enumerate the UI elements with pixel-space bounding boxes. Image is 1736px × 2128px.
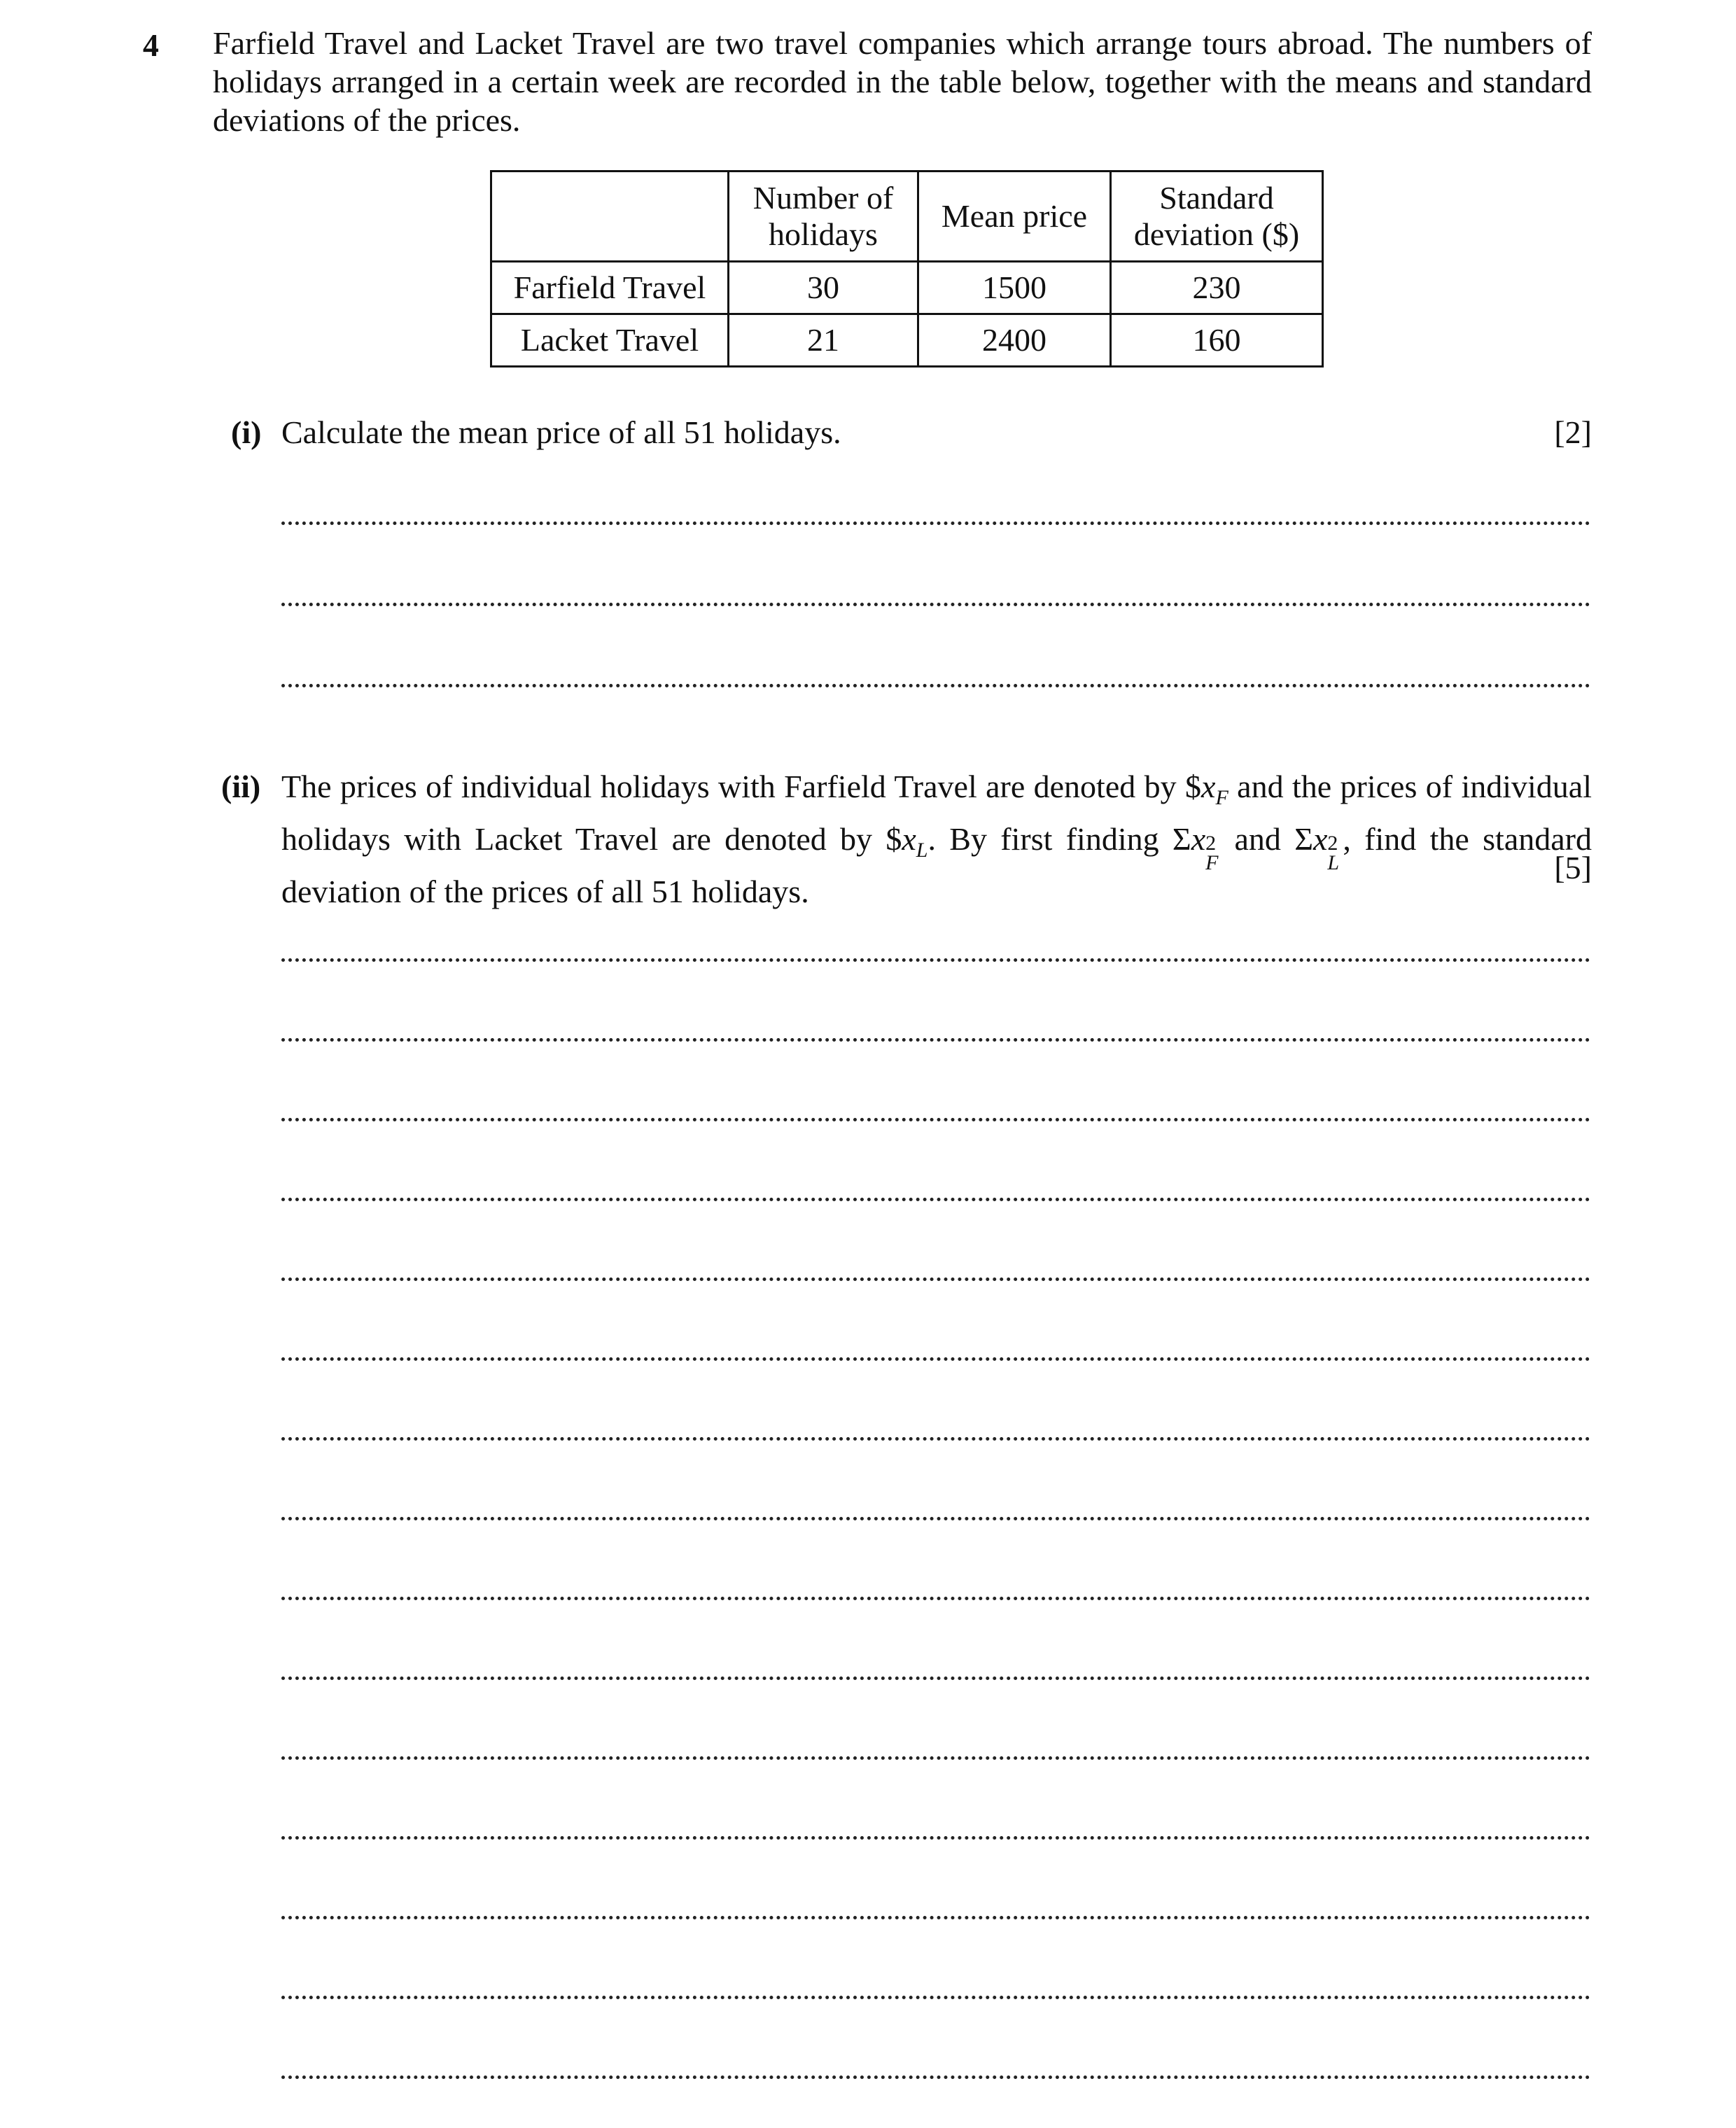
answer-line[interactable] bbox=[281, 958, 1590, 962]
part-ii-text-d: and bbox=[1221, 821, 1295, 857]
header-number-of-holidays bbox=[729, 172, 918, 262]
cell-sd: 230 bbox=[1111, 262, 1323, 314]
answer-line[interactable] bbox=[281, 1916, 1590, 1919]
answer-line[interactable] bbox=[281, 684, 1590, 687]
cell-number: 21 bbox=[729, 314, 918, 367]
part-i-label: (i) bbox=[231, 414, 262, 450]
superscript-subscript bbox=[1205, 832, 1221, 874]
superscript-subscript bbox=[1327, 832, 1343, 874]
header-number-line-1: Number of bbox=[752, 180, 894, 216]
header-mean-price: Mean price bbox=[918, 172, 1111, 262]
sigma-symbol: Σ bbox=[1172, 821, 1191, 857]
sub-l: L bbox=[1327, 851, 1340, 874]
answer-line[interactable] bbox=[281, 1597, 1590, 1600]
answer-line[interactable] bbox=[281, 1676, 1590, 1680]
cell-mean: 1500 bbox=[918, 262, 1111, 314]
sigma-symbol: Σ bbox=[1294, 821, 1313, 857]
var-x: x bbox=[1312, 821, 1328, 857]
answer-line[interactable] bbox=[281, 1437, 1590, 1441]
part-ii-text-c: . By first finding bbox=[927, 821, 1172, 857]
answer-line[interactable] bbox=[281, 1198, 1590, 1201]
header-sd-line-2: deviation ($) bbox=[1133, 216, 1300, 252]
var-x: x bbox=[902, 821, 916, 857]
table-row-farfield bbox=[491, 262, 1323, 314]
table-header-row bbox=[491, 172, 1323, 262]
cell-number: 30 bbox=[729, 262, 918, 314]
superscript-2: 2 bbox=[1327, 832, 1338, 855]
cell-company: Farfield Travel bbox=[491, 262, 729, 314]
table-row-lacket bbox=[491, 314, 1323, 367]
sub-f: F bbox=[1205, 851, 1219, 874]
header-standard-deviation bbox=[1111, 172, 1323, 262]
part-ii-text-b: and the prices of individual holidays with Lacket Travel are denoted by $ bbox=[281, 769, 1592, 857]
answer-line[interactable] bbox=[281, 1038, 1590, 1042]
part-i-text: Calculate the mean price of all 51 holidays. bbox=[281, 414, 841, 450]
sub-l: L bbox=[916, 839, 928, 862]
part-ii-text-a: The prices of individual holidays with Farfield Travel are denoted by $ bbox=[281, 769, 1202, 804]
sub-f: F bbox=[1215, 786, 1228, 809]
question-number: 4 bbox=[143, 27, 159, 63]
var-x: x bbox=[1191, 821, 1206, 857]
superscript-2: 2 bbox=[1205, 832, 1217, 855]
answer-line[interactable] bbox=[281, 603, 1590, 606]
answer-line[interactable] bbox=[281, 1517, 1590, 1520]
cell-company: Lacket Travel bbox=[491, 314, 729, 367]
part-ii-text bbox=[281, 766, 1592, 912]
answer-line[interactable] bbox=[281, 1118, 1590, 1121]
cell-sd: 160 bbox=[1111, 314, 1323, 367]
table-corner-cell bbox=[491, 172, 729, 262]
answer-line[interactable] bbox=[281, 1996, 1590, 1999]
data-table bbox=[490, 170, 1324, 368]
var-x: x bbox=[1201, 769, 1216, 804]
cell-mean: 2400 bbox=[918, 314, 1111, 367]
answer-line[interactable] bbox=[281, 1756, 1590, 1760]
part-ii-text-e: , find the standard deviation of the prices of all 51 holidays. bbox=[281, 821, 1592, 909]
header-number-line-2: holidays bbox=[769, 216, 878, 252]
answer-line[interactable] bbox=[281, 1278, 1590, 1281]
header-sd-line-1: Standard bbox=[1159, 180, 1274, 216]
part-ii-label: (ii) bbox=[221, 769, 261, 804]
answer-line[interactable] bbox=[281, 1357, 1590, 1361]
question-intro: Farfield Travel and Lacket Travel are two travel companies which arrange tours abroad. The numbers of holidays arranged in a certain week are recorded in the table below, together with the means and standard deviations of the prices. bbox=[213, 25, 1592, 138]
answer-line[interactable] bbox=[281, 522, 1590, 525]
answer-line[interactable] bbox=[281, 1836, 1590, 1840]
part-i-marks: [2] bbox=[1554, 414, 1592, 450]
answer-line[interactable] bbox=[281, 2076, 1590, 2079]
part-ii-marks: [5] bbox=[1554, 850, 1592, 886]
